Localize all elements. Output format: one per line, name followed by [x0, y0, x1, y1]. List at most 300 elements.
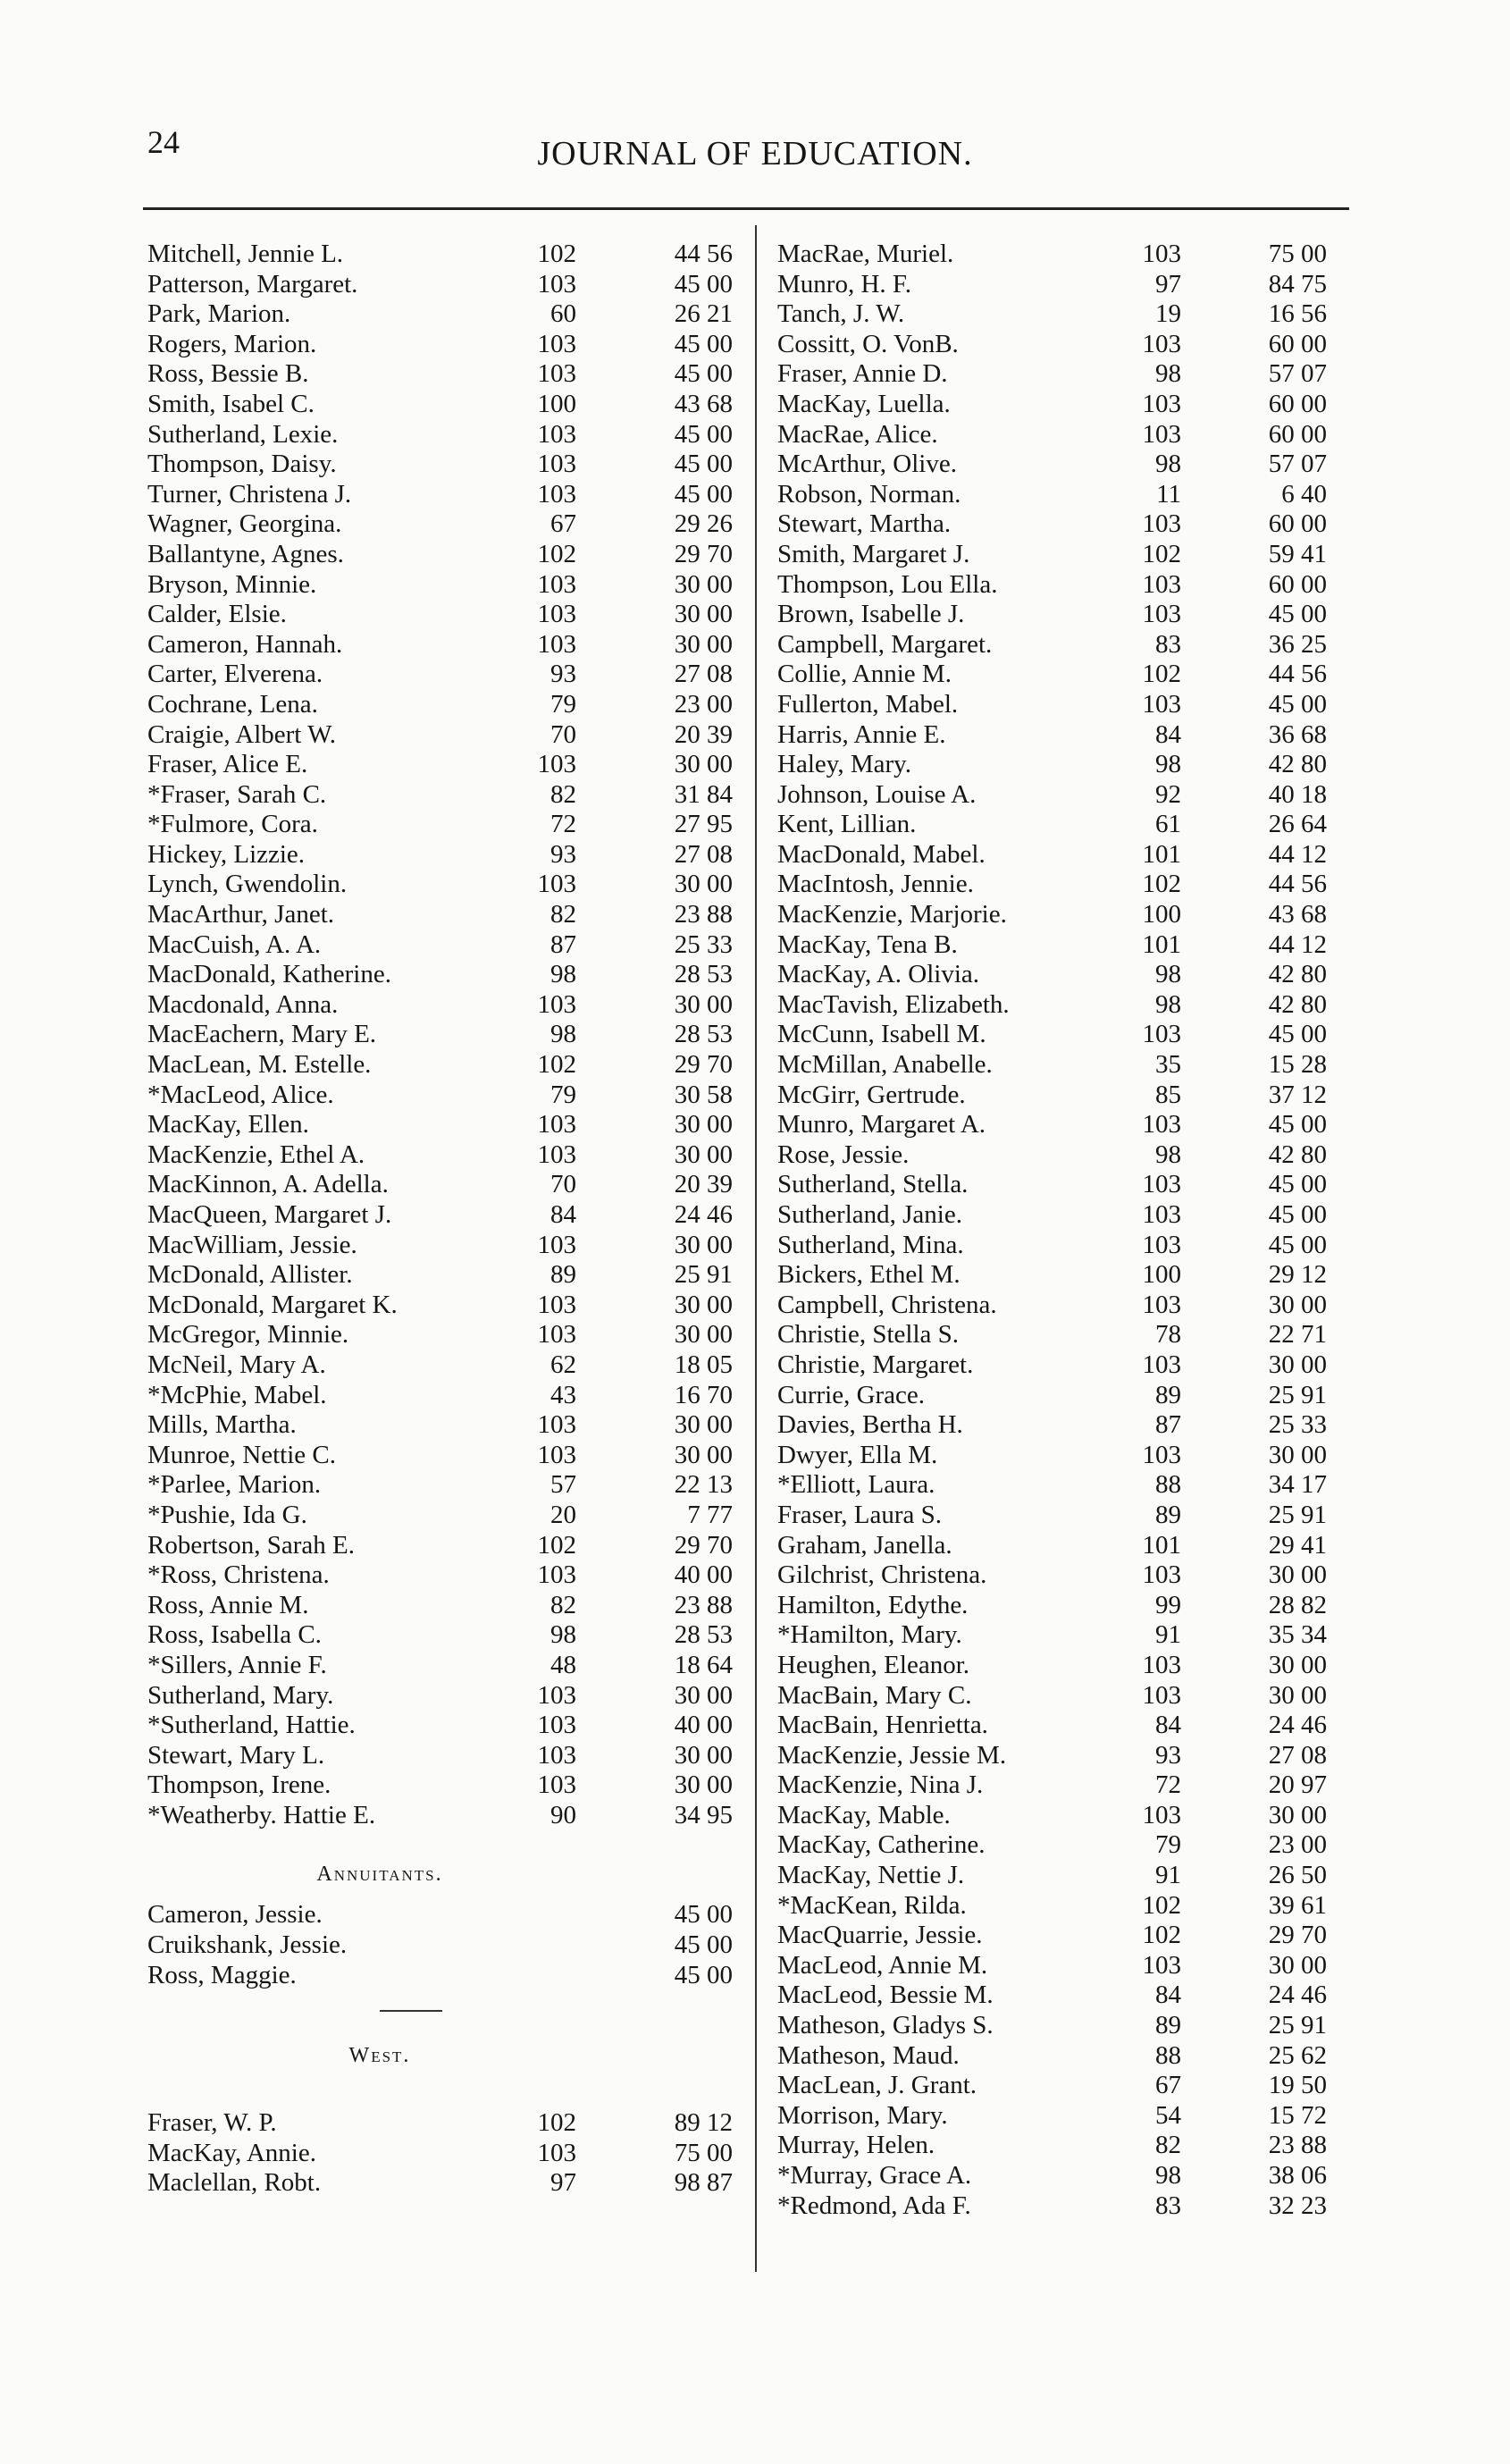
entry-name: Rogers, Marion. — [147, 329, 317, 358]
entry-name: Bryson, Minnie. — [147, 569, 317, 599]
entry-amount: 23 00 — [674, 689, 733, 719]
list-item — [777, 1560, 1349, 1591]
entry-name: Ross, Maggie. — [147, 1960, 297, 1989]
entry-amount: 27 08 — [1268, 1740, 1327, 1770]
entry-days: 19 — [1155, 299, 1181, 329]
entry-days: 103 — [1142, 1020, 1181, 1049]
list-item — [147, 1200, 742, 1231]
entry-name: Hickey, Lizzie. — [147, 839, 306, 869]
entry-amount: 34 95 — [674, 1800, 733, 1829]
entry-name: Heughen, Eleanor. — [777, 1650, 970, 1679]
entry-name: *Fraser, Sarah C. — [147, 779, 327, 809]
entry-name: Ross, Bessie B. — [147, 359, 309, 389]
column-divider — [755, 225, 757, 2272]
entry-days: 102 — [1142, 1890, 1181, 1920]
left-column — [147, 240, 742, 2199]
entry-amount: 7 77 — [687, 1500, 733, 1529]
list-item — [777, 1050, 1349, 1081]
entry-name: MacRae, Alice. — [777, 419, 938, 449]
annuitants-list — [147, 1900, 742, 1990]
list-item — [147, 1681, 742, 1711]
section-rule — [380, 2010, 442, 2012]
list-item — [147, 359, 742, 390]
entry-days: 103 — [537, 1680, 576, 1710]
entry-amount: 75 00 — [674, 2138, 733, 2167]
list-item — [147, 1231, 742, 1261]
entry-amount: 26 21 — [674, 299, 733, 329]
list-item — [777, 2011, 1349, 2041]
entry-name: Dwyer, Ella M. — [777, 1440, 938, 1469]
entry-amount: 60 00 — [1268, 329, 1327, 358]
entry-amount: 30 00 — [1268, 1440, 1327, 1469]
entry-name: Park, Marion. — [147, 299, 291, 329]
list-item — [147, 1961, 742, 1991]
entry-name: Fraser, Annie D. — [777, 359, 948, 389]
list-item — [147, 990, 742, 1021]
list-item — [147, 1140, 742, 1171]
list-item — [777, 810, 1349, 840]
entry-days: 103 — [1142, 1950, 1181, 1980]
entry-days: 43 — [550, 1380, 576, 1409]
list-item — [147, 780, 742, 811]
entry-name: Sutherland, Stella. — [777, 1170, 969, 1199]
list-item — [147, 1770, 742, 1801]
entry-days: 98 — [1155, 1139, 1181, 1169]
list-item — [777, 270, 1349, 300]
entry-days: 103 — [537, 419, 576, 449]
entry-name: Munro, Margaret A. — [777, 1110, 986, 1139]
list-item — [777, 1591, 1349, 1621]
entry-amount: 45 00 — [1268, 1200, 1327, 1229]
entry-days: 103 — [1142, 1200, 1181, 1229]
entry-days: 103 — [1142, 329, 1181, 358]
list-item — [777, 1081, 1349, 1111]
list-item — [147, 1291, 742, 1321]
list-item — [777, 509, 1349, 540]
entry-name: *Pushie, Ida G. — [147, 1500, 307, 1529]
entry-days: 103 — [537, 1230, 576, 1259]
entry-days: 54 — [1155, 2100, 1181, 2130]
list-item — [777, 1381, 1349, 1411]
header-rule — [143, 207, 1349, 210]
entry-days: 84 — [550, 1200, 576, 1229]
list-item — [777, 1980, 1349, 2011]
list-item — [147, 720, 742, 751]
entry-amount: 30 00 — [674, 1230, 733, 1259]
entry-name: Cameron, Jessie. — [147, 1900, 323, 1930]
entry-amount: 29 70 — [674, 1530, 733, 1560]
entry-days: 103 — [537, 569, 576, 599]
entry-name: Murray, Helen. — [777, 2131, 935, 2160]
entry-name: Ross, Isabella C. — [147, 1620, 322, 1650]
entry-days: 103 — [1142, 1170, 1181, 1199]
entry-amount: 89 12 — [674, 2108, 733, 2138]
entry-amount: 44 12 — [1268, 839, 1327, 869]
entry-days: 100 — [537, 389, 576, 418]
entry-amount: 28 53 — [674, 1020, 733, 1049]
entry-days: 103 — [537, 870, 576, 899]
list-item — [777, 1501, 1349, 1531]
entry-name: Graham, Janella. — [777, 1530, 952, 1560]
entry-amount: 25 33 — [1268, 1410, 1327, 1440]
annuitants-heading: Annuitants. — [316, 1863, 443, 1887]
entry-days: 103 — [537, 269, 576, 299]
entry-days: 57 — [550, 1470, 576, 1500]
list-item — [777, 990, 1349, 1021]
entry-amount: 25 91 — [674, 1260, 733, 1290]
entry-days: 100 — [1142, 900, 1181, 929]
entry-amount: 30 00 — [674, 600, 733, 629]
list-item — [147, 1260, 742, 1291]
right-list — [777, 240, 1349, 2221]
entry-name: MacBain, Mary C. — [777, 1680, 972, 1710]
entry-days: 103 — [537, 629, 576, 659]
list-item — [147, 240, 742, 270]
entry-days: 103 — [537, 1560, 576, 1590]
list-item — [147, 450, 742, 480]
entry-days: 103 — [1142, 1800, 1181, 1829]
entry-amount: 23 88 — [1268, 2131, 1327, 2160]
list-item — [777, 1200, 1349, 1231]
entry-days: 88 — [1155, 2040, 1181, 2070]
list-item — [777, 1801, 1349, 1831]
list-item — [777, 420, 1349, 450]
list-item — [147, 1050, 742, 1081]
list-item — [777, 450, 1349, 480]
entry-amount: 30 00 — [1268, 1650, 1327, 1679]
entry-name: MacKenzie, Marjorie. — [777, 900, 1007, 929]
list-item — [147, 1900, 742, 1930]
entry-amount: 28 53 — [674, 1620, 733, 1650]
list-item — [147, 2139, 742, 2169]
list-item — [147, 1170, 742, 1200]
entry-amount: 29 41 — [1268, 1530, 1327, 1560]
entry-name: Fraser, Alice E. — [147, 750, 308, 779]
entry-amount: 36 25 — [1268, 629, 1327, 659]
entry-name: Patterson, Margaret. — [147, 269, 358, 299]
entry-days: 103 — [1142, 1650, 1181, 1679]
entry-amount: 45 00 — [674, 1960, 733, 1989]
entry-amount: 40 18 — [1268, 779, 1327, 809]
list-item — [147, 1620, 742, 1651]
entry-days: 88 — [1155, 1470, 1181, 1500]
entry-name: Davies, Bertha H. — [777, 1410, 963, 1440]
entry-name: McMillan, Anabelle. — [777, 1050, 993, 1080]
entry-days: 103 — [537, 359, 576, 389]
entry-days: 102 — [1142, 1921, 1181, 1950]
list-item — [777, 1651, 1349, 1681]
list-item — [777, 2191, 1349, 2222]
list-item — [777, 600, 1349, 630]
list-item — [777, 1170, 1349, 1200]
entry-name: McDonald, Allister. — [147, 1260, 353, 1290]
entry-amount: 30 00 — [674, 1139, 733, 1169]
entry-name: MacKay, A. Olivia. — [777, 960, 980, 989]
entry-name: Sutherland, Lexie. — [147, 419, 339, 449]
entry-name: MacKay, Tena B. — [777, 929, 958, 959]
entry-amount: 16 56 — [1268, 299, 1327, 329]
entry-amount: 30 00 — [674, 1110, 733, 1139]
entry-amount: 39 61 — [1268, 1890, 1327, 1920]
entry-name: Matheson, Maud. — [777, 2040, 960, 2070]
entry-name: McCunn, Isabell M. — [777, 1020, 986, 1049]
entry-name: *Murray, Grace A. — [777, 2161, 972, 2190]
list-item — [147, 570, 742, 601]
entry-amount: 45 00 — [674, 1930, 733, 1960]
entry-days: 103 — [1142, 569, 1181, 599]
entry-amount: 44 56 — [1268, 660, 1327, 689]
entry-amount: 40 00 — [674, 1711, 733, 1740]
entry-name: Collie, Annie M. — [777, 660, 952, 689]
entry-name: Munroe, Nettie C. — [147, 1440, 337, 1469]
entry-days: 93 — [550, 839, 576, 869]
list-item — [147, 330, 742, 360]
entry-days: 98 — [1155, 750, 1181, 779]
entry-name: Fraser, Laura S. — [777, 1500, 943, 1529]
list-item — [147, 600, 742, 630]
entry-amount: 45 00 — [1268, 600, 1327, 629]
entry-name: Ross, Annie M. — [147, 1590, 309, 1619]
entry-amount: 45 00 — [1268, 689, 1327, 719]
entry-name: Thompson, Daisy. — [147, 450, 337, 479]
list-item — [777, 960, 1349, 990]
list-item — [147, 870, 742, 900]
entry-name: *McPhie, Mabel. — [147, 1380, 327, 1409]
entry-name: MacKay, Nettie J. — [777, 1861, 965, 1890]
list-item — [147, 1470, 742, 1501]
entry-amount: 45 00 — [674, 329, 733, 358]
entry-days: 35 — [1155, 1050, 1181, 1080]
list-item — [777, 1711, 1349, 1741]
entry-days: 99 — [1155, 1590, 1181, 1619]
entry-amount: 45 00 — [674, 269, 733, 299]
entry-amount: 6 40 — [1281, 479, 1327, 509]
entry-amount: 30 00 — [1268, 1950, 1327, 1980]
entry-amount: 27 08 — [674, 660, 733, 689]
entry-amount: 30 00 — [1268, 1680, 1327, 1710]
entry-days: 91 — [1155, 1861, 1181, 1890]
list-item — [777, 1861, 1349, 1891]
page-number: 24 — [147, 124, 180, 160]
entry-days: 103 — [1142, 1350, 1181, 1379]
entry-name: Fraser, W. P. — [147, 2108, 277, 2138]
entry-name: *Sutherland, Hattie. — [147, 1711, 356, 1740]
entry-days: 102 — [537, 240, 576, 268]
entry-days: 101 — [1142, 839, 1181, 869]
entry-amount: 30 00 — [674, 750, 733, 779]
entry-amount: 45 00 — [1268, 1020, 1327, 1049]
entry-amount: 15 28 — [1268, 1050, 1327, 1080]
entry-name: Mills, Martha. — [147, 1410, 297, 1440]
entry-days: 48 — [550, 1650, 576, 1679]
entry-name: Christie, Margaret. — [777, 1350, 974, 1379]
entry-name: Fullerton, Mabel. — [777, 689, 959, 719]
entry-amount: 27 08 — [674, 839, 733, 869]
entry-name: MacKay, Annie. — [147, 2138, 316, 2167]
entry-days: 89 — [1155, 2011, 1181, 2040]
entry-name: Robson, Norman. — [777, 479, 961, 509]
entry-days: 103 — [537, 989, 576, 1019]
entry-amount: 29 12 — [1268, 1260, 1327, 1290]
entry-amount: 60 00 — [1268, 509, 1327, 539]
entry-amount: 20 39 — [674, 1170, 733, 1199]
list-item — [147, 1560, 742, 1591]
list-item — [147, 2168, 742, 2199]
left-list — [147, 240, 742, 1830]
entry-amount: 36 68 — [1268, 719, 1327, 749]
entry-name: *MacLeod, Alice. — [147, 1080, 334, 1109]
entry-amount: 28 82 — [1268, 1590, 1327, 1619]
entry-name: *Fulmore, Cora. — [147, 810, 318, 839]
entry-name: MacIntosh, Jennie. — [777, 870, 974, 899]
entry-days: 103 — [537, 1139, 576, 1169]
entry-days: 98 — [1155, 989, 1181, 1019]
entry-name: Matheson, Gladys S. — [777, 2011, 994, 2040]
entry-amount: 20 97 — [1268, 1770, 1327, 1800]
list-item — [147, 840, 742, 870]
list-item — [777, 1291, 1349, 1321]
list-item — [777, 1470, 1349, 1501]
entry-days: 97 — [1155, 269, 1181, 299]
list-item — [147, 1410, 742, 1441]
entry-amount: 30 00 — [1268, 1290, 1327, 1319]
entry-days: 70 — [550, 1170, 576, 1199]
entry-days: 102 — [537, 1050, 576, 1080]
list-item — [777, 720, 1349, 751]
entry-days: 103 — [1142, 689, 1181, 719]
list-item — [147, 540, 742, 570]
list-item — [777, 1231, 1349, 1261]
entry-name: MacCuish, A. A. — [147, 929, 322, 959]
entry-days: 103 — [1142, 1290, 1181, 1319]
entry-name: Morrison, Mary. — [777, 2100, 948, 2130]
entry-name: Bickers, Ethel M. — [777, 1260, 961, 1290]
list-item — [147, 1441, 742, 1471]
entry-name: MacEachern, Mary E. — [147, 1020, 377, 1049]
entry-days: 103 — [537, 1410, 576, 1440]
list-item — [777, 1410, 1349, 1441]
entry-name: Smith, Margaret J. — [777, 539, 970, 568]
list-item — [147, 1110, 742, 1140]
entry-days: 82 — [1155, 2131, 1181, 2160]
entry-amount: 75 00 — [1268, 240, 1327, 268]
entry-amount: 59 41 — [1268, 539, 1327, 568]
list-item — [147, 1081, 742, 1111]
entry-days: 101 — [1142, 1530, 1181, 1560]
entry-days: 62 — [550, 1350, 576, 1379]
entry-days: 79 — [550, 1080, 576, 1109]
entry-amount: 30 00 — [1268, 1560, 1327, 1590]
list-item — [147, 810, 742, 840]
entry-days: 100 — [1142, 1260, 1181, 1290]
entry-days: 11 — [1156, 479, 1181, 509]
list-item — [777, 1770, 1349, 1801]
entry-days: 93 — [1155, 1740, 1181, 1770]
entry-days: 85 — [1155, 1080, 1181, 1109]
entry-amount: 29 70 — [1268, 1921, 1327, 1950]
entry-amount: 40 00 — [674, 1560, 733, 1590]
entry-name: Carter, Elverena. — [147, 660, 323, 689]
list-item — [777, 359, 1349, 390]
entry-days: 90 — [550, 1800, 576, 1829]
entry-name: Macdonald, Anna. — [147, 989, 339, 1019]
entry-days: 103 — [537, 450, 576, 479]
entry-amount: 24 46 — [1268, 1711, 1327, 1740]
list-item — [777, 1830, 1349, 1861]
entry-amount: 31 84 — [674, 779, 733, 809]
entry-amount: 22 71 — [1268, 1320, 1327, 1350]
entry-days: 102 — [1142, 660, 1181, 689]
entry-days: 87 — [550, 929, 576, 959]
list-item — [147, 1591, 742, 1621]
entry-name: Mitchell, Jennie L. — [147, 240, 344, 268]
list-item — [147, 1930, 742, 1961]
entry-name: MacKay, Luella. — [777, 389, 951, 418]
entry-days: 20 — [550, 1500, 576, 1529]
list-item — [777, 1140, 1349, 1171]
list-item — [147, 420, 742, 450]
entry-name: Haley, Mary. — [777, 750, 912, 779]
list-item — [777, 2131, 1349, 2161]
entry-days: 103 — [537, 1440, 576, 1469]
list-item — [777, 2101, 1349, 2132]
entry-amount: 37 12 — [1268, 1080, 1327, 1109]
entry-amount: 45 00 — [674, 1900, 733, 1930]
entry-amount: 57 07 — [1268, 450, 1327, 479]
entry-name: Calder, Elsie. — [147, 600, 287, 629]
entry-name: Brown, Isabelle J. — [777, 600, 965, 629]
list-item — [777, 1620, 1349, 1651]
entry-amount: 60 00 — [1268, 569, 1327, 599]
entry-name: MacDonald, Katherine. — [147, 960, 391, 989]
list-item — [147, 509, 742, 540]
entry-amount: 57 07 — [1268, 359, 1327, 389]
entry-days: 97 — [550, 2168, 576, 2198]
entry-name: Thompson, Irene. — [147, 1770, 331, 1800]
entry-days: 89 — [1155, 1500, 1181, 1529]
list-item — [777, 240, 1349, 270]
list-item — [777, 1020, 1349, 1050]
entry-name: McGregor, Minnie. — [147, 1320, 349, 1350]
list-item — [147, 750, 742, 780]
entry-name: Robertson, Sarah E. — [147, 1530, 355, 1560]
entry-amount: 18 64 — [674, 1650, 733, 1679]
list-item — [777, 660, 1349, 690]
entry-name: *Hamilton, Mary. — [777, 1620, 962, 1650]
list-item — [777, 2041, 1349, 2072]
entry-days: 60 — [550, 299, 576, 329]
list-item — [777, 690, 1349, 720]
entry-name: MacQuarrie, Jessie. — [777, 1921, 983, 1950]
entry-amount: 44 56 — [1268, 870, 1327, 899]
entry-name: MacKay, Mable. — [777, 1800, 951, 1829]
list-item — [147, 390, 742, 420]
list-item — [777, 1681, 1349, 1711]
entry-name: McGirr, Gertrude. — [777, 1080, 966, 1109]
entry-amount: 30 00 — [674, 870, 733, 899]
entry-amount: 84 75 — [1268, 269, 1327, 299]
list-item — [777, 1741, 1349, 1771]
entry-name: *Ross, Christena. — [147, 1560, 330, 1590]
list-item — [777, 2161, 1349, 2191]
entry-amount: 35 34 — [1268, 1620, 1327, 1650]
entry-days: 103 — [1142, 389, 1181, 418]
list-item — [147, 630, 742, 660]
entry-days: 82 — [550, 900, 576, 929]
entry-days: 92 — [1155, 779, 1181, 809]
entry-name: Gilchrist, Christena. — [777, 1560, 987, 1590]
entry-days: 103 — [537, 329, 576, 358]
